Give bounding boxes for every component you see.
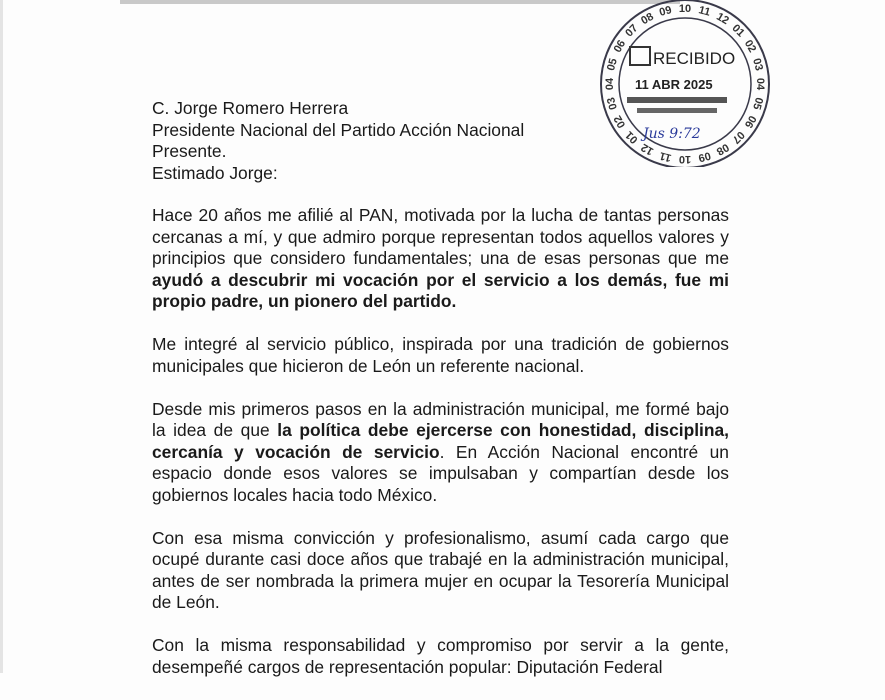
stamp-ring-number: 09 [658, 4, 674, 19]
stamp-ring-number: 04 [754, 77, 767, 91]
stamp-ring-number: 05 [605, 57, 620, 73]
letter-body [152, 95, 729, 700]
stamp-ring-number: 01 [623, 128, 641, 146]
paragraph-3 [152, 399, 729, 507]
stamp-label: RECIBIDO [653, 49, 736, 68]
stamp-ring-number: 12 [639, 140, 656, 158]
paragraph-2 [152, 334, 729, 377]
stamp-ring-number: 03 [750, 57, 765, 73]
stamp-ring-number: 10 [678, 2, 692, 15]
stamp-ring-number: 07 [623, 22, 641, 40]
stamp-date: 11 ABR 2025 [635, 77, 713, 92]
stamp-ring-number: 02 [611, 113, 629, 130]
addressee-presente: Presente. [152, 141, 227, 161]
greeting: Estimado Jorge: [152, 162, 278, 183]
stamp-ring-number: 08 [639, 10, 656, 28]
stamp-ring-number: 09 [696, 149, 712, 164]
stamp-ring-number: 03 [605, 95, 620, 111]
stamp-ring-number: 06 [611, 38, 629, 55]
paragraph-text: Me integré al servicio público, inspirada por una tradición de gobiernos municipales que hicieron de León un referente nacional. [152, 334, 729, 376]
paragraph-1 [152, 205, 729, 313]
paragraph-4 [152, 528, 729, 614]
stamp-ring-number: 12 [714, 10, 731, 28]
stamp-ring-number: 06 [741, 113, 759, 130]
addressee-block [152, 95, 729, 184]
scan-left-edge [0, 0, 3, 673]
stamp-ring-number: 08 [714, 140, 731, 158]
stamp-ring-number: 07 [729, 128, 747, 146]
stamp-handwritten-note: Jus 9:72 [643, 126, 701, 142]
stamp-ring-number: 11 [697, 4, 712, 19]
stamp-ring-number: 04 [603, 77, 616, 91]
paragraph-bold-text: ayudó a descubrir mi vocación por el servicio a los demás, fue mi propio padre, un pionero del partido. [152, 269, 729, 311]
paragraph-5 [152, 635, 729, 678]
paragraph-text: Con esa misma convicción y profesionalismo, asumí cada cargo que ocupé durante casi doce años que trabajé en la administración municipal, antes de ser nombrada la primera mujer en ocupar la Tesorería Municipal de León. [152, 527, 729, 612]
stamp-ring-number: 05 [750, 95, 765, 111]
paragraph-text: . En Acción Nacional encontré un espacio donde esos valores se impulsaban y compartían desde los gobiernos locales hacia todo México. [152, 441, 729, 505]
stamp-ring-number: 11 [658, 149, 673, 164]
stamp-ring-number: 10 [678, 153, 692, 166]
paragraph-text: Con la misma responsabilidad y compromiso por servir a la gente, desempeñé cargos de representación popular: Diputación Federal [152, 635, 729, 677]
addressee-name: C. Jorge Romero Herrera [152, 98, 349, 118]
addressee-title: Presidente Nacional del Partido Acción Nacional [152, 119, 525, 140]
stamp-ring-number: 01 [729, 22, 747, 40]
stamp-ring-number: 02 [741, 38, 759, 55]
paragraph-text: Desde mis primeros pasos en la administración municipal, me formé bajo la idea de que [152, 398, 729, 440]
paragraph-bold-text: la política debe ejercerse con honestidad, disciplina, cercanía y vocación de servicio [152, 420, 729, 462]
paragraph-text: Hace 20 años me afilié al PAN, motivada por la lucha de tantas personas cercanas a mí, y que admiro porque representan todos aquellos valores y principios que considero fundamentales; una de esas personas que me [152, 205, 729, 268]
